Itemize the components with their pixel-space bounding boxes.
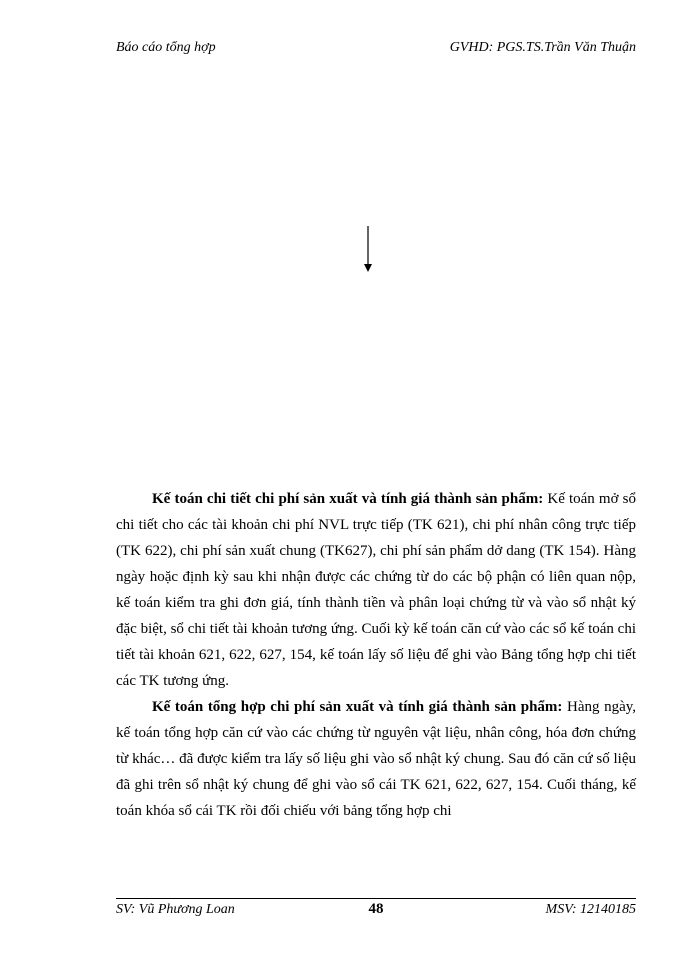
page-header	[116, 40, 636, 60]
footer-student-name: SV: Vũ Phương Loan	[116, 902, 235, 917]
paragraph-general-accounting	[116, 694, 636, 824]
page-footer	[116, 902, 636, 922]
header-supervisor: GVHD: PGS.TS.Trần Văn Thuận	[449, 40, 636, 55]
paragraph-lead: Kế toán tổng hợp chi phí sản xuất và tính giá thành sản phẩm:	[152, 699, 563, 715]
paragraph-text: Kế toán mở sổ chi tiết cho các tài khoản chi phí NVL trực tiếp (TK 621), chi phí nhân công trực tiếp (TK 622), chi phí sản xuất chung (TK627), chi phí sản phẩm dở dang (TK 154). Hàng ngày hoặc định kỳ sau khi nhận được các chứng từ do các bộ phận có liên quan nộp, kế toán kiểm tra ghi đơn giá, tính thành tiền và phân loại chứng từ và vào sổ nhật ký đặc biệt, sổ chi tiết tài khoản tương ứng. Cuối kỳ kế toán căn cứ vào các sổ kế toán chi tiết tài khoản 621, 622, 627, 154, kế toán lấy số liệu để ghi vào Bảng tổng hợp chi tiết các TK tương ứng.	[116, 491, 636, 689]
header-report-title: Báo cáo tổng hợp	[116, 40, 216, 55]
paragraph-lead: Kế toán chi tiết chi phí sản xuất và tính giá thành sản phẩm:	[152, 491, 544, 507]
footer-student-id: MSV: 12140185	[545, 902, 636, 917]
page-number: 48	[368, 901, 384, 917]
paragraph-text: Hàng ngày, kế toán tổng hợp căn cứ vào các chứng từ nguyên vật liệu, nhân công, hóa đơn chứng từ khác… đã được kiểm tra lấy số liệu ghi vào sổ nhật ký chung. Sau đó căn cứ số liệu đã ghi trên sổ nhật ký chung để ghi vào sổ cái TK 621, 622, 627, 154. Cuối tháng, kế toán khóa sổ cái TK rồi đối chiếu với bảng tổng hợp chi	[116, 699, 636, 819]
paragraph-detail-accounting	[116, 486, 636, 694]
body-text	[116, 486, 636, 824]
footer-divider	[116, 898, 636, 899]
down-arrow-icon	[362, 226, 374, 272]
